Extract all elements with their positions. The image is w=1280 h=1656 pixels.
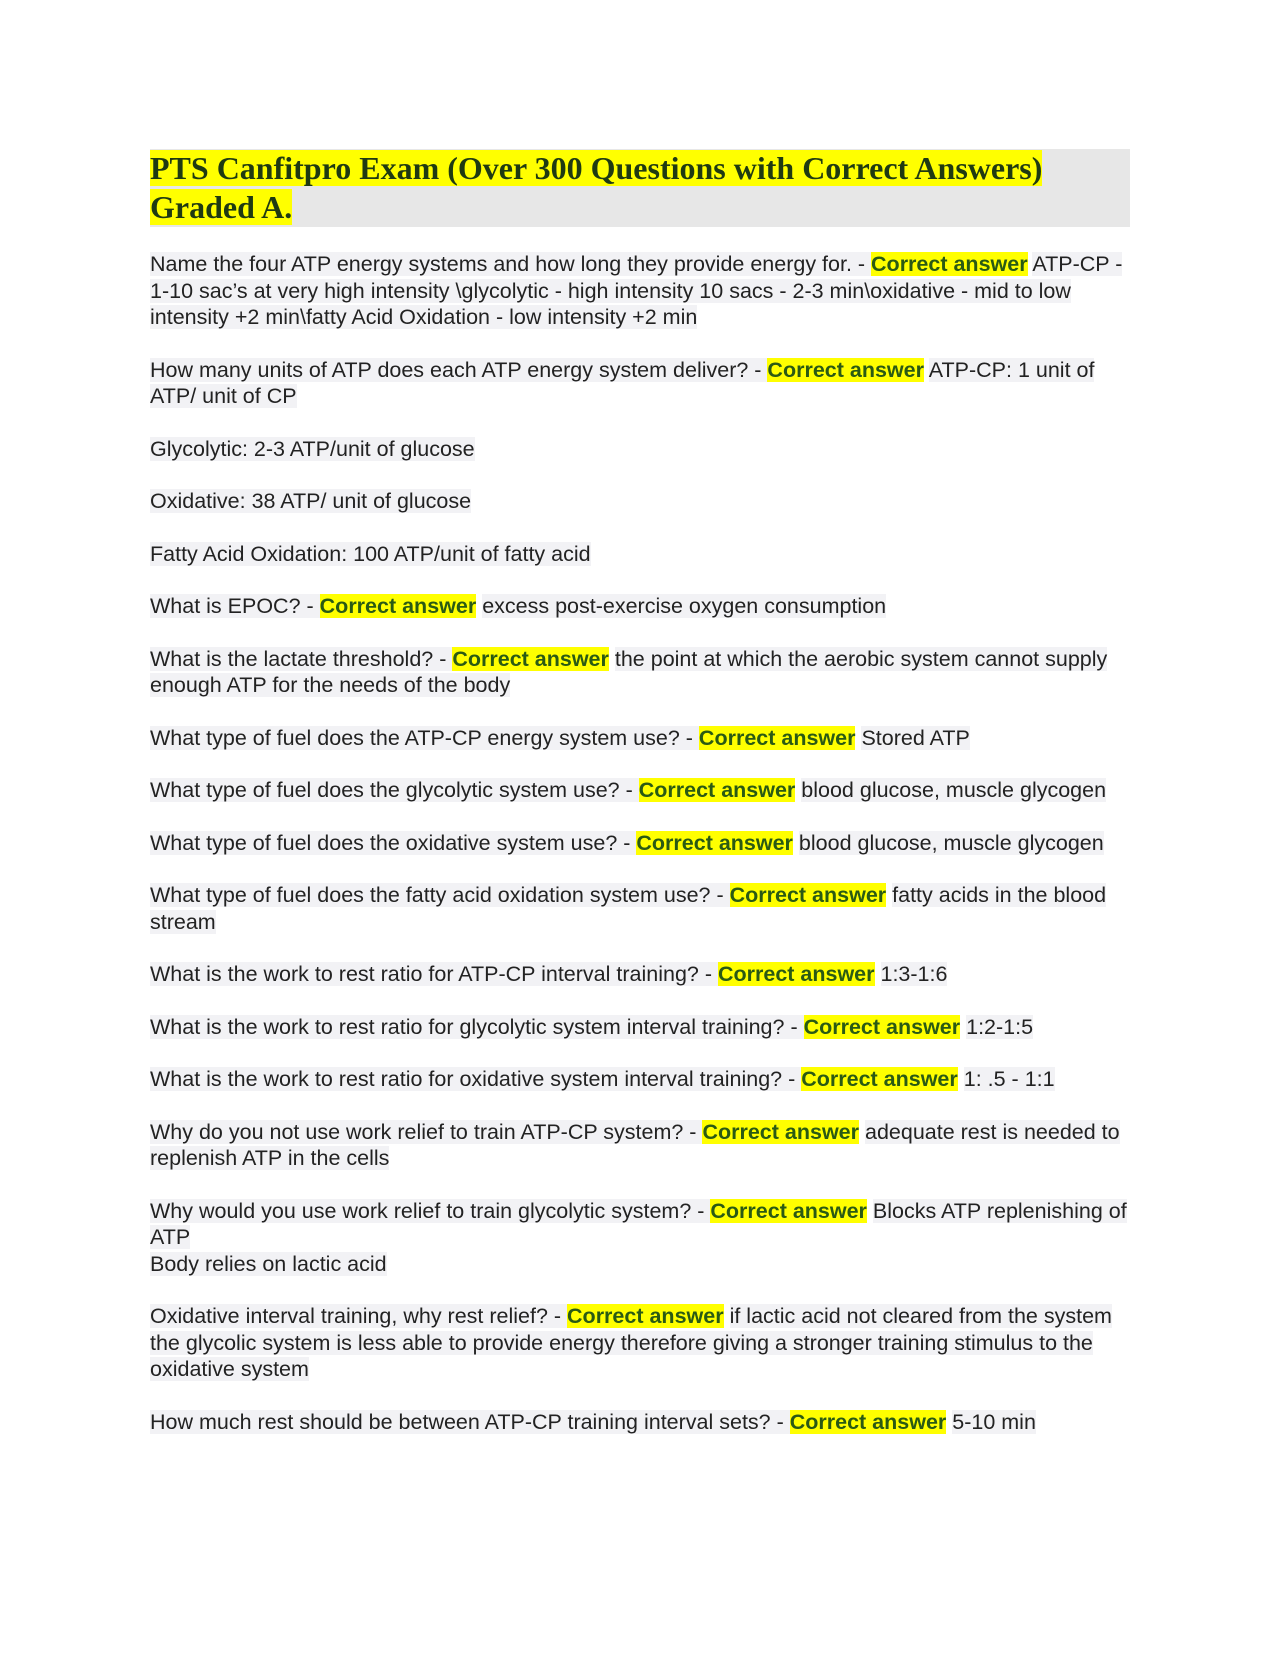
qa-item: [150, 1119, 1130, 1172]
qa-item: [150, 725, 1130, 752]
answer-text: 1:2-1:5: [966, 1014, 1034, 1039]
qa-item: [150, 1409, 1130, 1436]
question-text: What is the work to rest ratio for ATP-CP interval training? -: [150, 962, 718, 986]
question-text: Why do you not use work relief to train ATP-CP system? -: [150, 1119, 703, 1144]
qa-item: [150, 830, 1130, 857]
qa-item: [150, 357, 1130, 410]
qa-item: [150, 1014, 1130, 1041]
answer-text: excess post-exercise oxygen consumption: [482, 594, 887, 618]
qa-item: [150, 1303, 1130, 1383]
answer-continuation: [150, 488, 1130, 515]
question-text: What type of fuel does the oxidative system use? -: [150, 830, 637, 855]
answer-text: ATP-CP: 1 unit of ATP/ unit of CP: [150, 357, 1095, 408]
question-text: Oxidative interval training, why rest relief? -: [150, 1304, 568, 1328]
answer-text: 5-10 min: [952, 1409, 1036, 1434]
answer-continuation-text: Glycolytic: 2-3 ATP/unit of glucose: [150, 436, 475, 461]
answer-continuation-text: Oxidative: 38 ATP/ unit of glucose: [150, 489, 472, 513]
answer-text-extra: Body relies on lactic acid: [150, 1251, 387, 1276]
correct-answer-label: Correct answer: [636, 830, 793, 855]
answer-text: adequate rest is needed to replenish ATP in the cells: [150, 1119, 1120, 1170]
question-text: Why would you use work relief to train glycolytic system? -: [150, 1198, 711, 1223]
qa-list: [150, 251, 1130, 1435]
answer-text: 1:3-1:6: [880, 962, 948, 986]
answer-text: if lactic acid not cleared from the system the glycolic system is less able to provide energy therefore giving a stronger training stimulus to the oxidative system: [150, 1304, 1112, 1381]
answer-continuation: [150, 436, 1130, 463]
document-page: [150, 149, 1130, 1461]
correct-answer-label: Correct answer: [801, 1067, 958, 1091]
question-text: What type of fuel does the glycolytic system use? -: [150, 778, 639, 802]
page-title: PTS Canfitpro Exam (Over 300 Questions with Correct Answers) Graded A.: [150, 150, 1043, 225]
question-text: What type of fuel does the ATP-CP energy system use? -: [150, 725, 699, 750]
answer-continuation-text: Fatty Acid Oxidation: 100 ATP/unit of fatty acid: [150, 541, 591, 566]
question-text: Name the four ATP energy systems and how long they provide energy for. -: [150, 252, 872, 276]
answer-text: Stored ATP: [861, 725, 970, 750]
answer-text: Blocks ATP replenishing of ATP: [150, 1198, 1127, 1249]
qa-item: [150, 1198, 1130, 1278]
correct-answer-label: Correct answer: [729, 883, 887, 907]
correct-answer-label: Correct answer: [710, 1198, 867, 1223]
correct-answer-label: Correct answer: [717, 962, 875, 986]
qa-item: [150, 961, 1130, 988]
qa-item: [150, 593, 1130, 620]
correct-answer-label: Correct answer: [638, 778, 796, 802]
correct-answer-label: Correct answer: [452, 646, 609, 671]
answer-continuation: [150, 541, 1130, 568]
answer-text: fatty acids in the blood stream: [150, 883, 1107, 934]
question-text: What is the work to rest ratio for oxidative system interval training? -: [150, 1067, 802, 1091]
answer-text: blood glucose, muscle glycogen: [798, 830, 1104, 855]
answer-text: blood glucose, muscle glycogen: [801, 778, 1107, 802]
question-text: What is the lactate threshold? -: [150, 646, 453, 671]
correct-answer-label: Correct answer: [803, 1014, 961, 1039]
qa-item: [150, 882, 1130, 935]
answer-text: 1: .5 - 1:1: [963, 1067, 1055, 1091]
question-text: What type of fuel does the fatty acid oxidation system use? -: [150, 883, 730, 907]
correct-answer-label: Correct answer: [789, 1409, 947, 1434]
correct-answer-label: Correct answer: [767, 357, 924, 382]
correct-answer-label: Correct answer: [319, 594, 477, 618]
qa-item: [150, 777, 1130, 804]
qa-item: [150, 1066, 1130, 1093]
title-block: [150, 149, 1130, 227]
answer-text: the point at which the aerobic system cannot supply enough ATP for the needs of the body: [150, 646, 1108, 697]
correct-answer-label: Correct answer: [871, 252, 1028, 276]
correct-answer-label: Correct answer: [702, 1119, 859, 1144]
correct-answer-label: Correct answer: [698, 725, 856, 750]
question-text: What is the work to rest ratio for glycolytic system interval training? -: [150, 1014, 804, 1039]
question-text: How many units of ATP does each ATP energy system deliver? -: [150, 357, 768, 382]
correct-answer-label: Correct answer: [567, 1304, 724, 1328]
answer-text: ATP-CP - 1-10 sac’s at very high intensity \glycolytic - high intensity 10 sacs - 2-3 min\oxidative - mid to low intensity +2 min\fatty Acid Oxidation - low intensity +2 min: [150, 252, 1123, 329]
qa-item: [150, 251, 1130, 331]
qa-item: [150, 646, 1130, 699]
question-text: How much rest should be between ATP-CP training interval sets? -: [150, 1409, 790, 1434]
question-text: What is EPOC? -: [150, 594, 320, 618]
